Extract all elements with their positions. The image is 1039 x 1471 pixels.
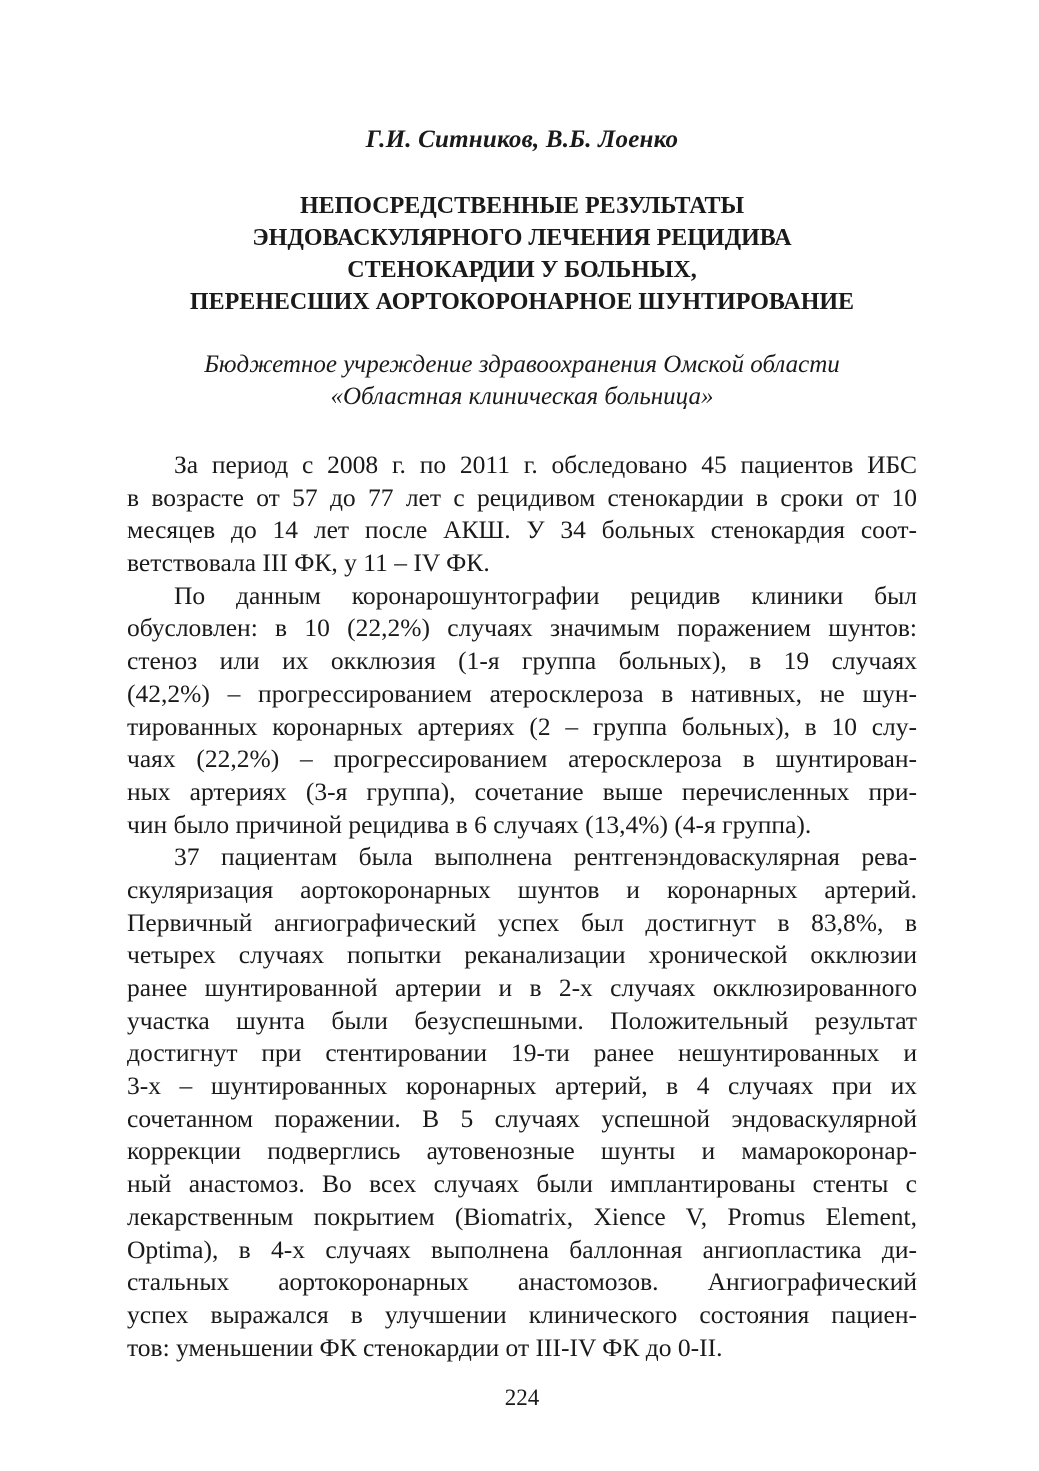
text-line: коррекции подверглись аутовенозные шунты и мамарокоронар- <box>127 1136 917 1166</box>
affiliation-line: Бюджетное учреждение здравоохранения Омской области <box>204 351 840 378</box>
text-line: ных артериях (3-я группа), сочетание выше перечисленных при- <box>127 776 917 806</box>
text-line: достигнут при стентировании 19-ти ранее нешунтированных и <box>127 1038 917 1068</box>
title-line: ПЕРЕНЕСШИХ АОРТОКОРОНАРНОЕ ШУНТИРОВАНИЕ <box>189 289 855 315</box>
text-line: 37 пациентам была выполнена рентгенэндоваскулярная рева- <box>174 842 917 872</box>
affiliation-line: «Областная клиническая больница» <box>330 383 714 410</box>
text-line: Первичный ангиографический успех был достигнут в 83,8%, в <box>127 907 917 937</box>
text-line: За период с 2008 г. по 2011 г. обследовано 45 пациентов ИБС <box>174 450 917 479</box>
text-line: чаях (22,2%) – прогрессированием атеросклероза в шунтирован- <box>127 744 917 774</box>
text-line: ветствовала III ФК, у 11 – IV ФК. <box>127 548 490 578</box>
text-line: тов: уменьшении ФК стенокардии от III-IV ФК до 0-II. <box>127 1332 723 1362</box>
text-line: в возрасте от 57 до 77 лет с рецидивом стенокардии в сроки от 10 <box>127 482 917 512</box>
title-line: НЕПОСРЕДСТВЕННЫЕ РЕЗУЛЬТАТЫ <box>299 193 745 219</box>
text-line: чин было причиной рецидива в 6 случаях (13,4%) (4-я группа). <box>127 809 812 839</box>
text-line: успех выражался в улучшении клинического состояния пациен- <box>127 1299 917 1329</box>
text-line: тированных коронарных артериях (2 – группа больных), в 10 слу- <box>127 711 917 741</box>
text-line: По данным коронарошунтографии рецидив клиники был <box>174 580 917 610</box>
text-line: стеноз или их окклюзия (1-я группа больных), в 19 случаях <box>127 646 917 676</box>
text-line: Optima), в 4-х случаях выполнена баллонная ангиопластика ди- <box>127 1234 917 1264</box>
paragraph <box>127 841 917 1364</box>
article-title <box>127 190 917 318</box>
title-line: СТЕНОКАРДИИ У БОЛЬНЫХ, <box>347 257 697 283</box>
text-line: участка шунта были безуспешными. Положительный результат <box>127 1005 917 1035</box>
paragraph <box>127 580 917 842</box>
paragraph <box>127 449 917 580</box>
text-line: обусловлен: в 10 (22,2%) случаях значимым поражением шунтов: <box>127 613 917 643</box>
authors: Г.И. Ситников, В.Б. Лоенко <box>365 126 679 153</box>
text-line: ранее шунтированной артерии и в 2-х случаях окклюзированного <box>127 973 917 1002</box>
affiliation <box>127 349 917 413</box>
document-page <box>127 0 917 1471</box>
text-line: месяцев до 14 лет после АКШ. У 34 больных стенокардия соот- <box>127 515 917 545</box>
title-line: ЭНДОВАСКУЛЯРНОГО ЛЕЧЕНИЯ РЕЦИДИВА <box>252 225 792 251</box>
text-line: стальных аортокоронарных анастомозов. Ангиографический <box>127 1267 917 1297</box>
article-body <box>127 449 917 1364</box>
text-line: сочетанном поражении. В 5 случаях успешной эндоваскулярной <box>127 1103 917 1133</box>
text-line: ный анастомоз. Во всех случаях были имплантированы стенты с <box>127 1169 917 1199</box>
text-line: скуляризация аортокоронарных шунтов и коронарных артерий. <box>127 874 917 904</box>
text-line: четырех случаях попытки реканализации хронической окклюзии <box>127 940 917 970</box>
text-line: (42,2%) – прогрессированием атеросклероза в нативных, не шун- <box>127 678 917 708</box>
page-number: 224 <box>504 1385 540 1410</box>
text-line: 3-х – шунтированных коронарных артерий, в 4 случаях при их <box>127 1071 917 1101</box>
text-line: лекарственным покрытием (Biomatrix, Xience V, Promus Element, <box>127 1201 917 1231</box>
